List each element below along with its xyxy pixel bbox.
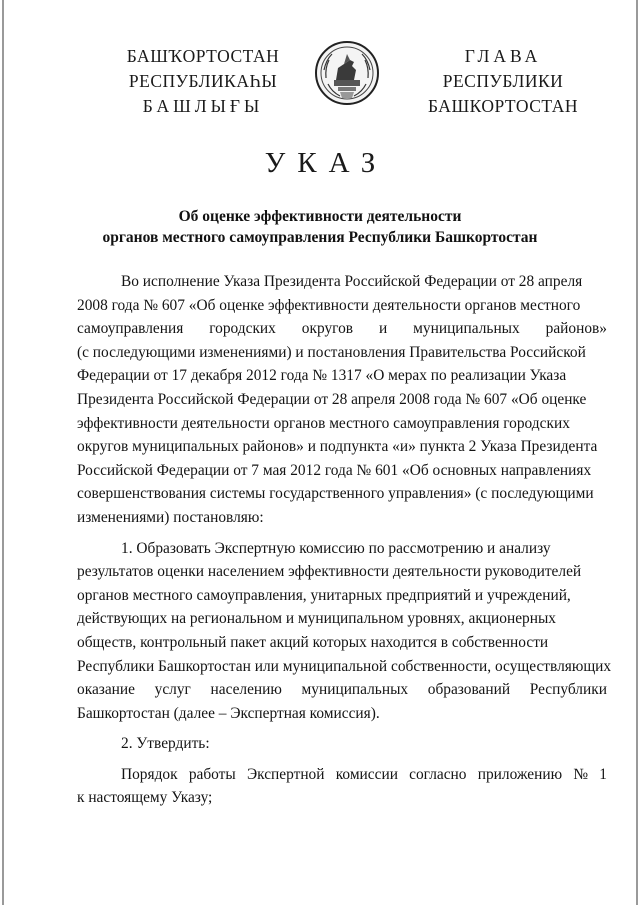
- text-line: 1. Образовать Экспертную комиссию по рассмотрению и анализу: [121, 539, 551, 557]
- text-line: (с последующими изменениями) и постановления Правительства Российской: [77, 343, 586, 361]
- word: муниципальных: [413, 320, 520, 338]
- text-line: к настоящему Указу;: [77, 789, 213, 807]
- header-left-bashkir: [108, 44, 298, 119]
- word: городских: [209, 320, 276, 338]
- decree-body: [77, 270, 612, 810]
- text-line-justified: [77, 317, 607, 341]
- paragraph-item-2: [77, 732, 607, 756]
- scan-edge-left: [2, 0, 4, 905]
- word: приложению: [477, 765, 563, 783]
- decree-subject: [0, 206, 640, 248]
- text-line: 2008 года № 607 «Об оценке эффективности деятельности органов местного: [77, 296, 581, 314]
- subject-line: Об оценке эффективности деятельности: [178, 208, 462, 225]
- header-right-line: ГЛАВА: [464, 46, 542, 66]
- header-right-line: РЕСПУБЛИКИ: [442, 71, 564, 91]
- text-line: Президента Российской Федерации от 28 апреля 2008 года № 607 «Об оценке: [77, 390, 587, 408]
- word: и: [378, 320, 388, 338]
- word: работы: [188, 765, 236, 783]
- paragraph-item-2-1: [77, 763, 607, 810]
- paragraph-item-1: [77, 537, 612, 726]
- word: оказание: [77, 681, 135, 699]
- word: районов»: [545, 320, 607, 338]
- coat-of-arms-icon: [314, 40, 380, 106]
- text-line: округов муниципальных районов» и подпункта «и» пункта 2 Указа Президента: [77, 438, 598, 456]
- text-line-justified: [77, 763, 607, 787]
- word: Республики: [529, 681, 607, 699]
- word: комиссии: [335, 765, 398, 783]
- word: Порядок: [121, 765, 178, 783]
- paragraph-preamble: [77, 270, 607, 530]
- word: округов: [301, 320, 354, 338]
- text-line: Башкортостан (далее – Экспертная комиссия).: [77, 704, 380, 722]
- text-line: Федерации от 17 декабря 2012 года № 1317 «О мерах по реализации Указа: [77, 367, 567, 385]
- text-line: совершенствования системы государственного управления» (с последующими: [77, 485, 594, 503]
- header-left-line: РЕСПУБЛИКАҺЫ: [128, 71, 278, 91]
- word: образований: [427, 681, 511, 699]
- text-line: Республики Башкортостан или муниципальной собственности, осуществляющих: [77, 657, 612, 675]
- subject-line: органов местного самоуправления Республики Башкортостан: [102, 229, 538, 246]
- text-line: 2. Утвердить:: [121, 735, 210, 753]
- header-right-russian: [408, 44, 598, 119]
- word: населению: [210, 681, 282, 699]
- page-title: УКАЗ: [264, 147, 388, 179]
- word: №: [573, 765, 589, 783]
- text-line: действующих на региональном и муниципальном уровнях, акционерных: [77, 610, 556, 628]
- word: муниципальных: [301, 681, 409, 699]
- word: Экспертной: [246, 765, 325, 783]
- header-left-line: БАШЛЫҒЫ: [142, 96, 264, 116]
- header-left-line: БАШҠОРТОСТАН: [126, 46, 280, 66]
- text-line: изменениями) постановляю:: [77, 508, 264, 526]
- text-line: Российской Федерации от 7 мая 2012 года № 601 «Об основных направлениях: [77, 461, 592, 479]
- text-line: эффективности деятельности органов местного самоуправления городских: [77, 414, 570, 432]
- word: согласно: [409, 765, 467, 783]
- header-right-line: БАШКОРТОСТАН: [427, 96, 578, 116]
- text-line: обществ, контрольный пакет акций которых находится в собственности: [77, 633, 549, 651]
- text-line: Во исполнение Указа Президента Российской Федерации от 28 апреля: [121, 273, 583, 290]
- word: 1: [599, 765, 607, 783]
- word: услуг: [154, 681, 191, 699]
- scan-edge-right: [636, 0, 638, 905]
- text-line-justified: [77, 678, 607, 702]
- word: самоуправления: [77, 320, 184, 338]
- text-line: результатов оценки населением эффективности деятельности руководителей: [77, 563, 582, 581]
- text-line: органов местного самоуправления, унитарных предприятий и учреждений,: [77, 586, 571, 604]
